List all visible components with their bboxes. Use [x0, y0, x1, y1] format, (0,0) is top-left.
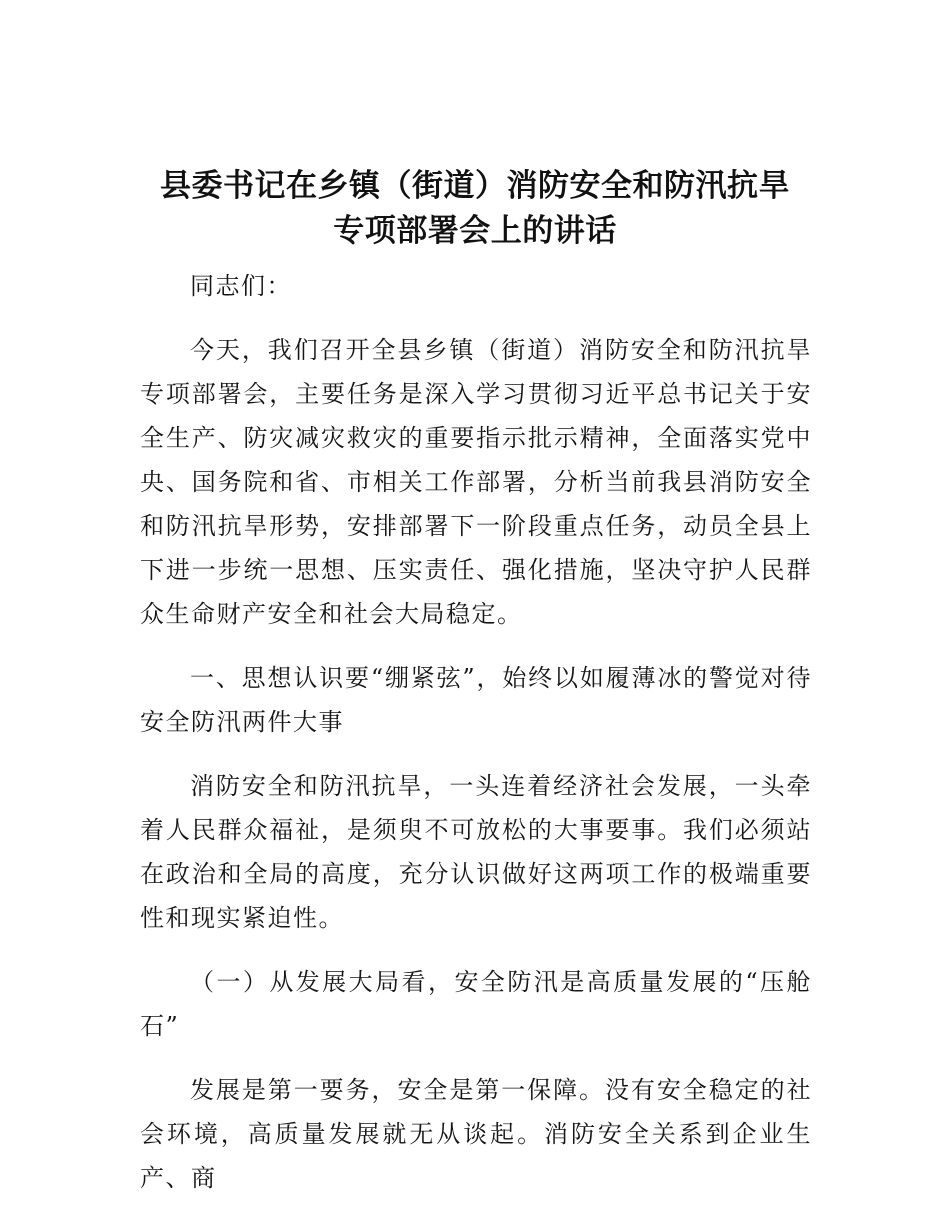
- greeting: 同志们：: [190, 272, 292, 300]
- paragraph-section-1: 消防安全和防汛抗旱，一头连着经济社会发展，一头牵着人民群众福祉，是须臾不可放松的大事要事。我们必须站在政治和全局的高度，充分认识做好这两项工作的极端重要性和现实紧迫性。: [140, 772, 812, 932]
- subsection-heading-1: （一）从发展大局看，安全防汛是高质量发展的“压舱石”: [140, 968, 812, 1040]
- document-title-line-2: 专项部署会上的讲话: [333, 213, 617, 249]
- document-body: [140, 264, 812, 1200]
- paragraph-intro: 今天，我们召开全县乡镇（街道）消防安全和防汛抗旱专项部署会，主要任务是深入学习贯彻习近平总书记关于安全生产、防灾减灾救灾的重要指示批示精神，全面落实党中央、国务院和省、市相关工作部署，分析当前我县消防安全和防汛抗旱形势，安排部署下一阶段重点任务，动员全县上下进一步统一思想、压实责任、强化措施，坚决守护人民群众生命财产安全和社会大局稳定。: [140, 336, 812, 628]
- section-heading-1: 一、思想认识要“绷紧弦”，始终以如履薄冰的警觉对待安全防汛两件大事: [140, 664, 812, 736]
- document-title-line-1: 县委书记在乡镇（街道）消防安全和防汛抗旱: [160, 168, 790, 204]
- paragraph-subsection-1: 发展是第一要务，安全是第一保障。没有安全稳定的社会环境，高质量发展就无从谈起。消防安全关系到企业生产、商: [140, 1076, 812, 1192]
